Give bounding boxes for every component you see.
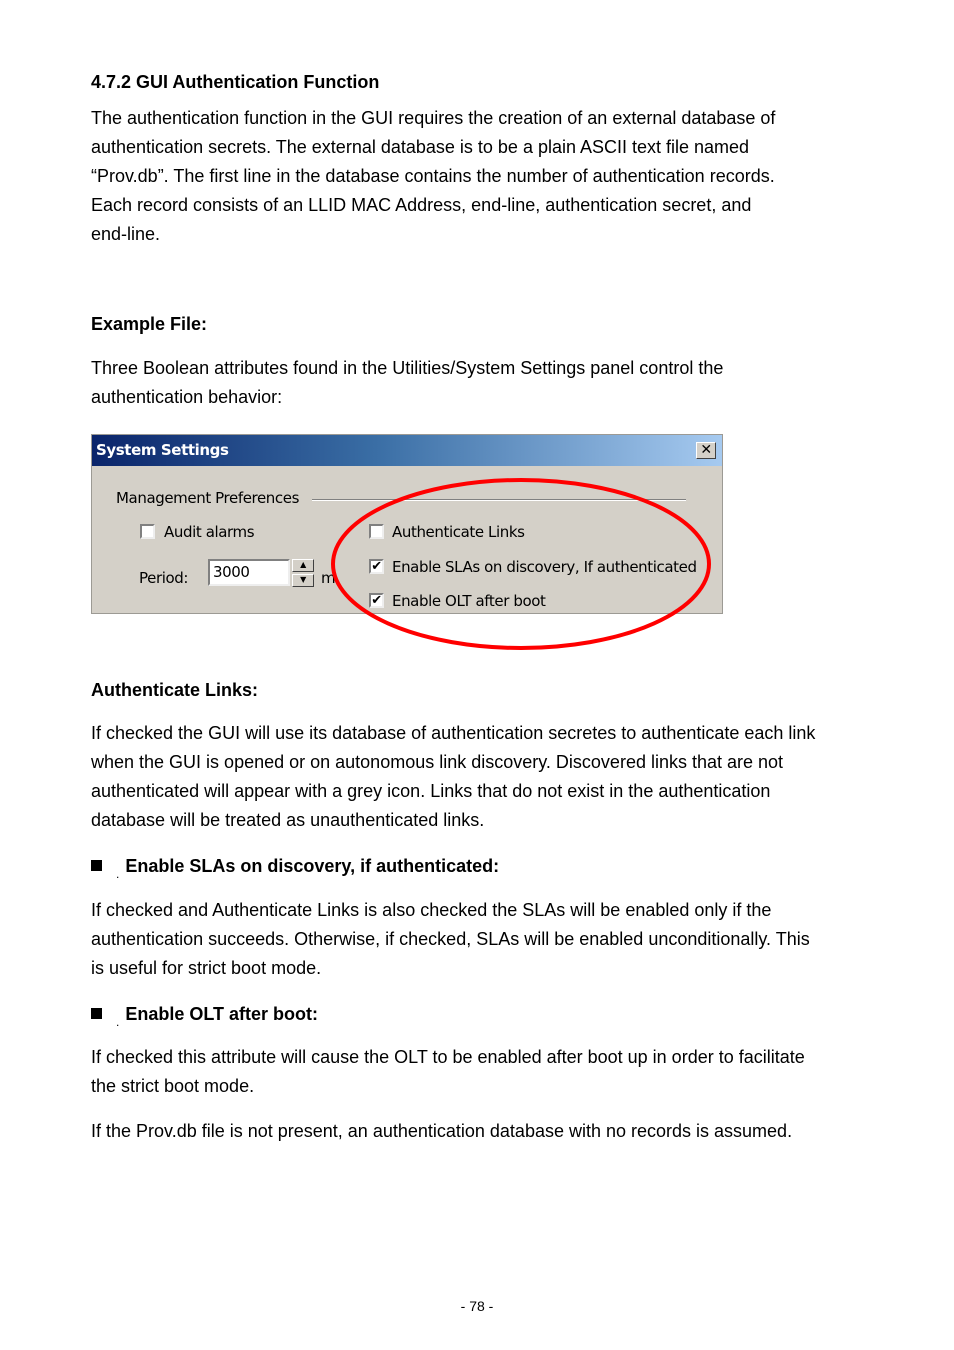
- enable-olt-paragraph: [91, 1043, 871, 1101]
- enable-slas-heading: [91, 855, 871, 879]
- period-label: Period:: [139, 569, 189, 587]
- section-title: 4.7.2 GUI Authentication Function: [91, 72, 380, 92]
- enable-slas-label: Enable SLAs on discovery, If authenticated: [392, 558, 697, 576]
- auth-links-line: when the GUI is opened or on autonomous link discovery. Discovered links that are not: [91, 752, 784, 772]
- page-number: - 78 -: [460, 1298, 494, 1314]
- enable-slas-heading-text: Enable SLAs on discovery, if authenticated:: [125, 856, 500, 876]
- period-unit: m: [321, 569, 336, 587]
- example-heading: Example File:: [91, 314, 208, 334]
- closing-paragraph: If the Prov.db file is not present, an authentication database with no records is assumed.: [91, 1121, 793, 1141]
- enable-olt-line: If checked this attribute will cause the OLT to be enabled after boot up in order to facilitate: [91, 1047, 805, 1067]
- enable-slas-line: is useful for strict boot mode.: [91, 958, 322, 978]
- spin-up-icon[interactable]: ▲: [292, 559, 314, 572]
- enable-slas-paragraph: [91, 896, 871, 983]
- intro-line: Each record consists of an LLID MAC Address, end-line, authentication secret, and: [91, 195, 752, 215]
- enable-olt-line: the strict boot mode.: [91, 1076, 255, 1096]
- enable-slas-line: authentication succeeds. Otherwise, if checked, SLAs will be enabled unconditionally. This: [91, 929, 810, 949]
- attributes-intro: [91, 354, 871, 412]
- system-settings-dialog: [91, 434, 723, 614]
- attributes-intro-line: Three Boolean attributes found in the Utilities/System Settings panel control the: [91, 358, 724, 378]
- group-divider: [312, 499, 686, 501]
- authenticate-links-label: Authenticate Links: [392, 523, 525, 541]
- intro-paragraph: [91, 104, 871, 249]
- dialog-titlebar: [92, 435, 722, 466]
- bullet-dot: .: [116, 867, 120, 881]
- enable-slas-line: If checked and Authenticate Links is also checked the SLAs will be enabled only if the: [91, 900, 772, 920]
- intro-line: The authentication function in the GUI requires the creation of an external database of: [91, 108, 776, 128]
- period-stepper[interactable]: [292, 559, 314, 587]
- attributes-intro-line: authentication behavior:: [91, 387, 283, 407]
- enable-olt-label: Enable OLT after boot: [392, 592, 546, 610]
- period-input[interactable]: 3000: [208, 559, 290, 586]
- authenticate-links-checkbox[interactable]: [369, 524, 384, 539]
- auth-links-line: authenticated will appear with a grey icon. Links that do not exist in the authentication: [91, 781, 771, 801]
- intro-line: end-line.: [91, 224, 161, 244]
- square-bullet-icon: [91, 860, 102, 871]
- enable-slas-checkbox[interactable]: ✔: [369, 559, 384, 574]
- group-label: Management Preferences: [116, 489, 299, 507]
- auth-links-heading: Authenticate Links:: [91, 680, 259, 700]
- dialog-title: System Settings: [96, 441, 229, 459]
- auth-links-line: If checked the GUI will use its database of authentication secretes to authenticate each link: [91, 723, 816, 743]
- spin-down-icon[interactable]: ▼: [292, 574, 314, 587]
- bullet-dot: .: [116, 1015, 120, 1029]
- auth-links-paragraph: [91, 719, 871, 835]
- audit-alarms-label: Audit alarms: [164, 523, 255, 541]
- intro-line: authentication secrets. The external database is to be a plain ASCII text file named: [91, 137, 750, 157]
- enable-olt-checkbox[interactable]: ✔: [369, 593, 384, 608]
- intro-line: “Prov.db”. The first line in the database contains the number of authentication records.: [91, 166, 775, 186]
- close-icon[interactable]: ✕: [696, 442, 716, 459]
- auth-links-line: database will be treated as unauthenticated links.: [91, 810, 485, 830]
- enable-olt-heading-text: Enable OLT after boot:: [125, 1004, 319, 1024]
- enable-olt-heading: [91, 1003, 871, 1027]
- square-bullet-icon: [91, 1008, 102, 1019]
- audit-alarms-checkbox[interactable]: [140, 524, 155, 539]
